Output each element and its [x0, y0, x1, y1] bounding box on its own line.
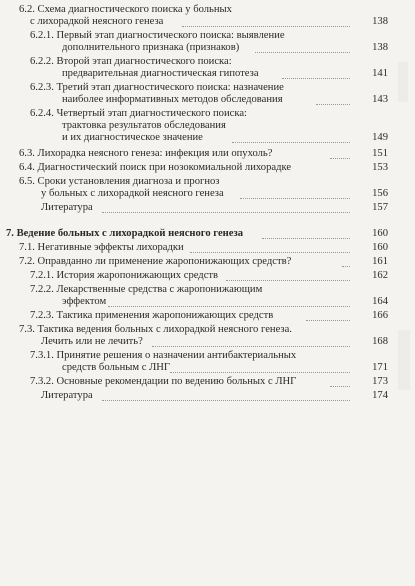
toc-page-number: 138	[372, 42, 388, 53]
toc-entry-7-2-1: 7.2.1. История жаропонижающих средств	[30, 270, 219, 281]
toc-entry-7-3-line1: 7.3. Тактика ведения больных с лихорадкой неясного генеза.	[19, 324, 292, 335]
bleed-through-mark	[398, 330, 410, 390]
toc-page-number: 162	[372, 270, 388, 281]
toc-page-number: 149	[372, 132, 388, 143]
toc-page-number: 151	[372, 148, 388, 159]
toc-entry-7-1: 7.1. Негативные эффекты лихорадки	[19, 242, 184, 253]
toc-page-number: 171	[372, 362, 388, 373]
leader-dots	[102, 400, 350, 401]
leader-dots	[232, 142, 350, 143]
leader-dots	[255, 52, 350, 53]
leader-dots	[240, 198, 350, 199]
toc-entry-6-2-4-line2: трактовка результатов обследования	[62, 120, 226, 131]
toc-page-number: 161	[372, 256, 388, 267]
toc-entry-7-3-2: 7.3.2. Основные рекомендации по ведению больных с ЛНГ	[30, 376, 297, 387]
leader-dots	[330, 158, 350, 159]
toc-entry-6-2-4-line1: 6.2.4. Четвертый этап диагностического поиска:	[30, 108, 247, 119]
toc-page-number: 173	[372, 376, 388, 387]
toc-entry-6-2-line1: 6.2. Схема диагностического поиска у больных	[19, 4, 232, 15]
toc-entry-6-5-line2: у больных с лихорадкой неясного генеза	[41, 188, 224, 199]
leader-dots	[262, 238, 350, 239]
leader-dots	[152, 346, 350, 347]
leader-dots	[330, 386, 350, 387]
leader-dots	[342, 266, 350, 267]
toc-entry-6-2-1-line1: 6.2.1. Первый этап диагностического поиска: выявление	[30, 30, 285, 41]
toc-entry-6-2-line2: с лихорадкой неясного генеза	[30, 16, 164, 27]
toc-page-number: 160	[372, 242, 388, 253]
toc-entry-6-2-4-line3: и их диагностическое значение	[62, 132, 203, 143]
toc-entry-6-2-1-line2: дополнительного признака (признаков)	[62, 42, 240, 53]
toc-page-number: 143	[372, 94, 388, 105]
toc-entry-6-2-2-line2: предварительная диагностическая гипотеза	[62, 68, 259, 79]
toc-chapter-7: 7. Ведение больных с лихорадкой неясного генеза	[6, 228, 244, 239]
toc-page-number: 157	[372, 202, 388, 213]
leader-dots	[182, 26, 350, 27]
toc-entry-literature-7: Литература	[41, 390, 93, 401]
toc-entry-7-3-1-line2: средств больным с ЛНГ	[62, 362, 171, 373]
toc-page-number: 141	[372, 68, 388, 79]
leader-dots	[282, 78, 350, 79]
toc-page-number: 174	[372, 390, 388, 401]
leader-dots	[190, 252, 350, 253]
toc-page-number: 153	[372, 162, 388, 173]
toc-entry-6-2-2-line1: 6.2.2. Второй этап диагностического поиска:	[30, 56, 232, 67]
toc-entry-7-2-2-line2: эффектом	[62, 296, 107, 307]
toc-entry-6-2-3-line2: наиболее информативных методов обследования	[62, 94, 283, 105]
toc-entry-7-2-3: 7.2.3. Тактика применения жаропонижающих средств	[30, 310, 274, 321]
leader-dots	[102, 212, 350, 213]
toc-page-number: 164	[372, 296, 388, 307]
leader-dots	[306, 320, 350, 321]
toc-entry-7-3-line2: Лечить или не лечить?	[41, 336, 143, 347]
toc-page-number: 160	[372, 228, 388, 239]
toc-entry-6-4: 6.4. Диагностический поиск при нозокомиальной лихорадке	[19, 162, 292, 173]
toc-entry-7-2-2-line1: 7.2.2. Лекарственные средства с жаропонижающим	[30, 284, 263, 295]
toc-entry-7-3-1-line1: 7.3.1. Принятие решения о назначении антибактериальных	[30, 350, 297, 361]
toc-page-number: 138	[372, 16, 388, 27]
toc-entry-6-5-line1: 6.5. Сроки установления диагноза и прогноз	[19, 176, 220, 187]
toc-page-number: 156	[372, 188, 388, 199]
bleed-through-mark	[398, 62, 408, 102]
leader-dots	[170, 372, 350, 373]
toc-entry-7-2: 7.2. Оправданно ли применение жаропонижающих средств?	[19, 256, 292, 267]
toc-page-number: 166	[372, 310, 388, 321]
toc-page-number: 168	[372, 336, 388, 347]
toc-entry-6-3: 6.3. Лихорадка неясного генеза: инфекция или опухоль?	[19, 148, 273, 159]
leader-dots	[226, 280, 350, 281]
toc-entry-literature-6: Литература	[41, 202, 93, 213]
leader-dots	[316, 104, 350, 105]
leader-dots	[108, 306, 350, 307]
toc-entry-6-2-3-line1: 6.2.3. Третий этап диагностического поиска: назначение	[30, 82, 284, 93]
